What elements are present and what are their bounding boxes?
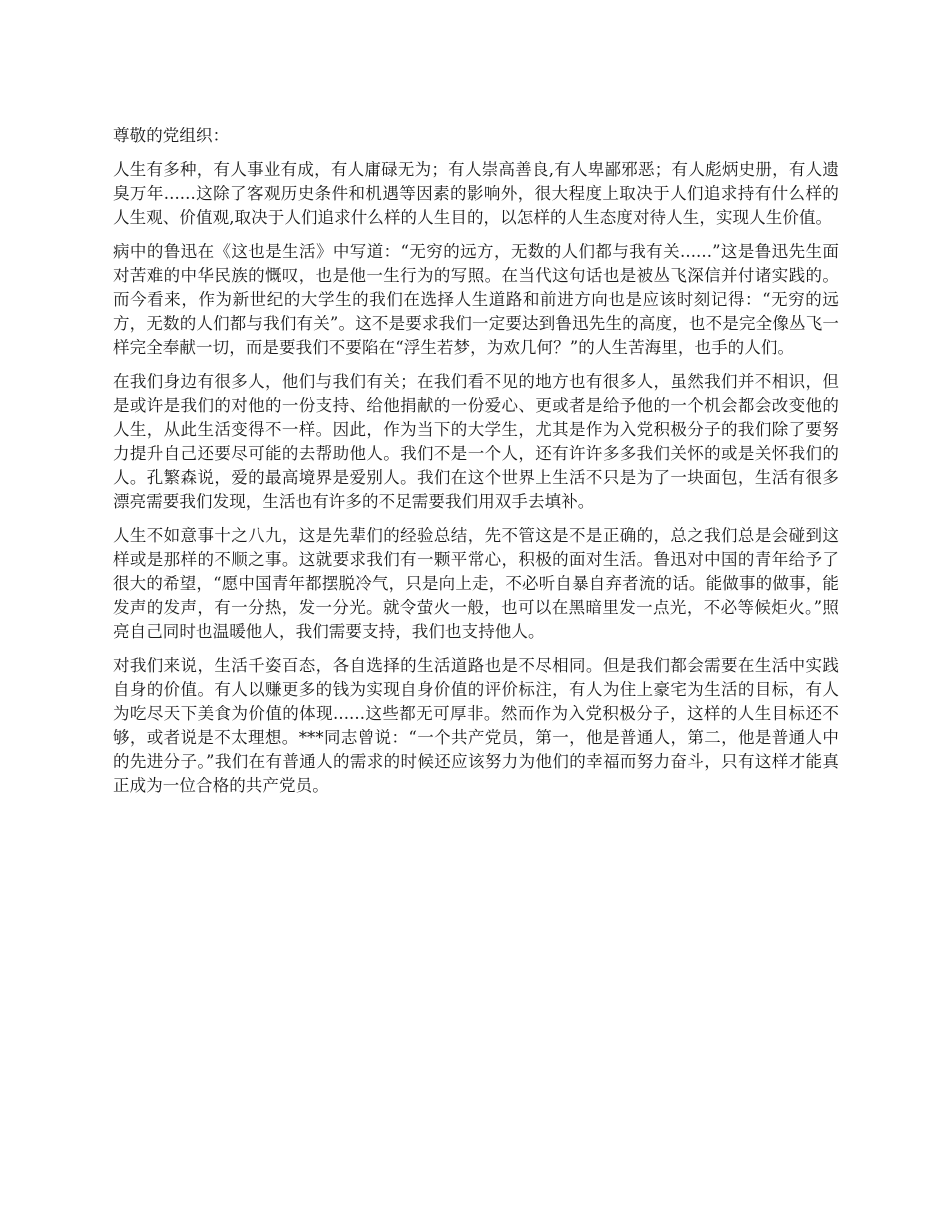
paragraph: 人生有多种，有人事业有成，有人庸碌无为；有人崇高善良,有人卑鄙邪恶；有人彪炳史册，有人遗臭万年......这除了客观历史条件和机遇等因素的影响外，很大程度上取决于人们追求持有什么样的人生观、价值观,取决于人们追求什么样的人生目的，以怎样的人生态度对待人生，实现人生价值。 [113, 160, 839, 227]
document-body [113, 124, 839, 808]
paragraph: 人生不如意事十之八九，这是先辈们的经验总结，先不管这是不是正确的，总之我们总是会碰到这样或是那样的不顺之事。这就要求我们有一颗平常心，积极的面对生活。鲁迅对中国的青年给予了很大的希望，“愿中国青年都摆脱冷气，只是向上走，不必听自暴自弃者流的话。能做事的做事，能发声的发声，有一分热，发一分光。就令萤火一般，也可以在黑暗里发一点光，不必等候炬火。”照亮自己同时也温暖他人，我们需要支持，我们也支持他人。 [113, 526, 839, 641]
paragraph: 对我们来说，生活千姿百态，各自选择的生活道路也是不尽相同。但是我们都会需要在生活中实践自身的价值。有人以赚更多的钱为实现自身价值的评价标注，有人为住上豪宅为生活的目标，有人为吃尽天下美食为价值的体现......这些都无可厚非。然而作为入党积极分子，这样的人生目标还不够，或者说是不太理想。***同志曾说：“一个共产党员，第一，他是普通人，第二，他是普通人中的先进分子。”我们在有普通人的需求的时候还应该努力为他们的幸福而努力奋斗，只有这样才能真正成为一位合格的共产党员。 [113, 656, 839, 795]
salutation: 尊敬的党组织： [113, 126, 230, 145]
paragraph: 在我们身边有很多人，他们与我们有关；在我们看不见的地方也有很多人，虽然我们并不相识，但是或许是我们的对他的一份支持、给他捐献的一份爱心、更或者是给予他的一个机会都会改变他的人生，从此生活变得不一样。因此，作为当下的大学生，尤其是作为入党积极分子的我们除了要努力提升自己还要尽可能的去帮助他人。我们不是一个人，还有许许多多我们关怀的或是关怀我们的人。孔繁森说，爱的最高境界是爱别人。我们在这个世界上生活不只是为了一块面包，生活有很多漂亮需要我们发现，生活也有许多的不足需要我们用双手去填补。 [113, 372, 839, 511]
paragraph: 病中的鲁迅在《这也是生活》中写道：“无穷的远方，无数的人们都与我有关......”这是鲁迅先生面对苦难的中华民族的慨叹，也是他一生行为的写照。在当代这句话也是被丛飞深信并付诸实践的。而今看来，作为新世纪的大学生的我们在选择人生道路和前进方向也是应该时刻记得：“无穷的远方，无数的人们都与我们有关”。这不是要求我们一定要达到鲁迅先生的高度，也不是完全像丛飞一样完全奉献一切，而是要我们不要陷在“浮生若梦，为欢几何？”的人生苦海里，也手的人们。 [113, 242, 839, 357]
